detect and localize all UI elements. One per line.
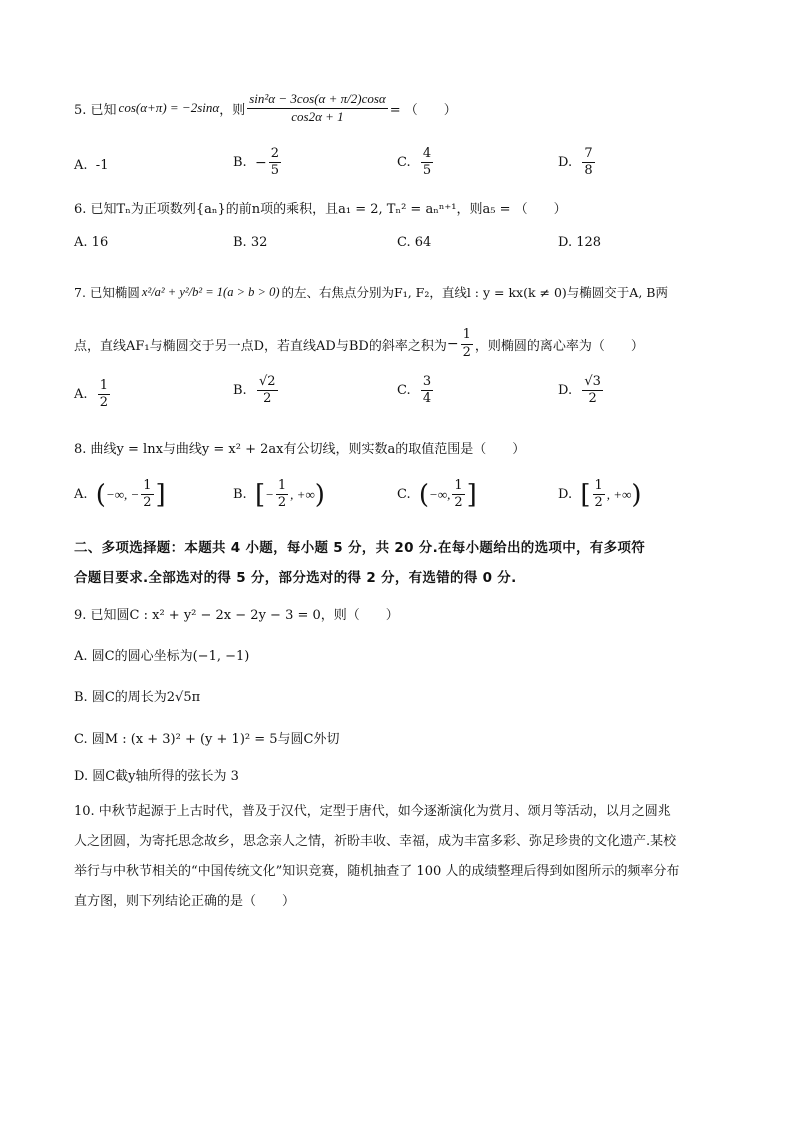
option-letter: D. (558, 487, 573, 503)
q6-option-b[interactable] (233, 235, 267, 250)
option-value: 32 (250, 235, 268, 250)
question-10-line-4: 直方图，则下列结论正确的是（ ） (74, 894, 296, 909)
q5-option-c[interactable] (397, 146, 435, 180)
q7-option-a[interactable] (74, 378, 112, 412)
q9-option-a[interactable]: A. 圆C的圆心坐标为(−1, −1) (74, 649, 250, 664)
q8-option-a[interactable]: A. ( −∞, − $\frac{1}{2}$ ] (74, 478, 166, 511)
option-fraction: $\frac{1}{2}$ (277, 478, 287, 511)
q6-option-a[interactable] (74, 235, 108, 250)
section-2-heading-line-1: 二、多项选择题：本题共 4 小题，每小题 5 分，共 20 分.在每小题给出的选项中，有多项符 (74, 540, 645, 556)
option-fraction: $\frac{√3}{2}$ (584, 374, 601, 407)
q8-option-b[interactable]: B. [ − $\frac{1}{2}$ , +∞ ) (233, 478, 325, 511)
option-value: -1 (95, 158, 109, 173)
option-fraction: $\frac{2}{5}$ (270, 146, 279, 179)
question-7-line-2: 点，直线AF₁与椭圆交于另一点D，若直线AD与BD的斜率之积为 − $\frac{1}{2}$ ，则椭圆的离心率为（ ） (74, 327, 644, 360)
q7-slope-fraction: $\frac{1}{2}$ (462, 327, 471, 360)
q5-then: ，则 (219, 102, 246, 118)
q9-option-c[interactable]: C. 圆M : (x + 3)² + (y + 1)² = 5与圆C外切 (74, 732, 340, 747)
q5-option-d[interactable] (558, 146, 597, 180)
option-letter: A. (74, 158, 88, 173)
option-letter: B. (233, 155, 247, 171)
q7-option-b[interactable] (233, 374, 280, 408)
option-letter: C. (397, 487, 411, 503)
section-2-heading-line-2: 合题目要求.全部选对的得 5 分，部分选对的得 2 分，有选错的得 0 分. (74, 570, 517, 586)
option-value: 64 (414, 235, 432, 250)
option-fraction: $\frac{3}{4}$ (422, 374, 432, 407)
q5-prefix: 5. 已知 (74, 102, 117, 118)
option-letter: B. (233, 383, 247, 399)
option-fraction: $\frac{7}{8}$ (584, 146, 593, 179)
option-value: 128 (576, 235, 602, 250)
question-8-stem: 8. 曲线y = lnx与曲线y = x² + 2ax有公切线，则实数a的取值范围是（ ） (74, 442, 526, 457)
option-fraction: $\frac{1}{2}$ (99, 378, 109, 411)
option-letter: B. (233, 235, 247, 250)
q8-option-c[interactable]: C. ( −∞, $\frac{1}{2}$ ] (397, 478, 477, 511)
question-10-line-1: 10. 中秋节起源于上古时代，普及于汉代，定型于唐代，如今逐渐演化为赏月、颂月等活动，以月之圆兆 (74, 804, 671, 819)
q5-tail: = （ ） (389, 102, 457, 118)
q5-option-a[interactable] (74, 158, 108, 173)
option-letter: C. (397, 383, 411, 399)
q7-text: 7. 已知椭圆 (74, 285, 140, 300)
option-letter: D. (558, 155, 573, 171)
q7-option-c[interactable] (397, 374, 435, 408)
q5-given: cos(α+π) = −2sinα (118, 100, 220, 115)
option-letter: B. (233, 487, 247, 503)
q7-text: 点，直线AF₁与椭圆交于另一点D，若直线AD与BD的斜率之积为 (74, 338, 447, 354)
option-fraction: $\frac{1}{2}$ (594, 478, 603, 511)
question-10-line-2: 人之团圆，为寄托思念故乡，思念亲人之情，祈盼丰收、幸福，成为丰富多彩、弥足珍贵的文化遗产.某校 (74, 834, 677, 849)
q6-option-c[interactable] (397, 235, 431, 250)
option-letter: C. (397, 235, 411, 250)
option-letter: A. (74, 387, 88, 403)
q6-option-d[interactable] (558, 235, 601, 250)
q7-text: 的左、右焦点分别为F₁, F₂，直线l : y = kx(k ≠ 0)与椭圆交于A, B两 (281, 285, 668, 300)
q5-frac-denominator: cos2α + 1 (291, 108, 344, 124)
option-letter: A. (74, 487, 88, 503)
option-letter: A. (74, 235, 88, 250)
q9-option-b[interactable]: B. 圆C的周长为2√5π (74, 690, 201, 705)
q7-option-d[interactable] (558, 374, 605, 408)
option-fraction: $\frac{4}{5}$ (422, 146, 432, 179)
option-letter: C. (397, 155, 411, 171)
q7-ellipse-equation: x²/a² + y²/b² = 1(a > b > 0) (141, 284, 280, 299)
question-10-line-3: 举行与中秋节相关的“中国传统文化”知识竞赛，随机抽查了 100 人的成绩整理后得到如图所示的频率分布 (74, 864, 680, 879)
option-fraction: $\frac{√2}{2}$ (258, 374, 276, 407)
option-fraction: $\frac{1}{2}$ (143, 478, 152, 511)
q9-option-d[interactable]: D. 圆C截y轴所得的弦长为 3 (74, 769, 239, 784)
option-letter: D. (558, 235, 573, 250)
q5-fraction (247, 91, 388, 125)
option-value: 16 (91, 235, 109, 250)
question-5-stem (74, 80, 457, 136)
question-7-line-1 (74, 272, 668, 312)
option-letter: D. (558, 383, 573, 399)
question-9-stem: 9. 已知圆C : x² + y² − 2x − 2y − 3 = 0，则（ ） (74, 608, 399, 623)
q7-text: ，则椭圆的离心率为（ ） (474, 338, 644, 354)
q5-option-b[interactable]: B. − $\frac{2}{5}$ (233, 146, 279, 179)
q5-frac-numerator: sin²α − 3cos(α + π/2)cosα (247, 91, 388, 108)
question-6-stem: 6. 已知Tₙ为正项数列{aₙ}的前n项的乘积，且a₁ = 2, Tₙ² = aₙⁿ⁺¹，则a₅ = （ ） (74, 202, 567, 217)
option-fraction: $\frac{1}{2}$ (454, 478, 463, 511)
q8-option-d[interactable]: D. [ $\frac{1}{2}$ , +∞ ) (558, 478, 642, 511)
